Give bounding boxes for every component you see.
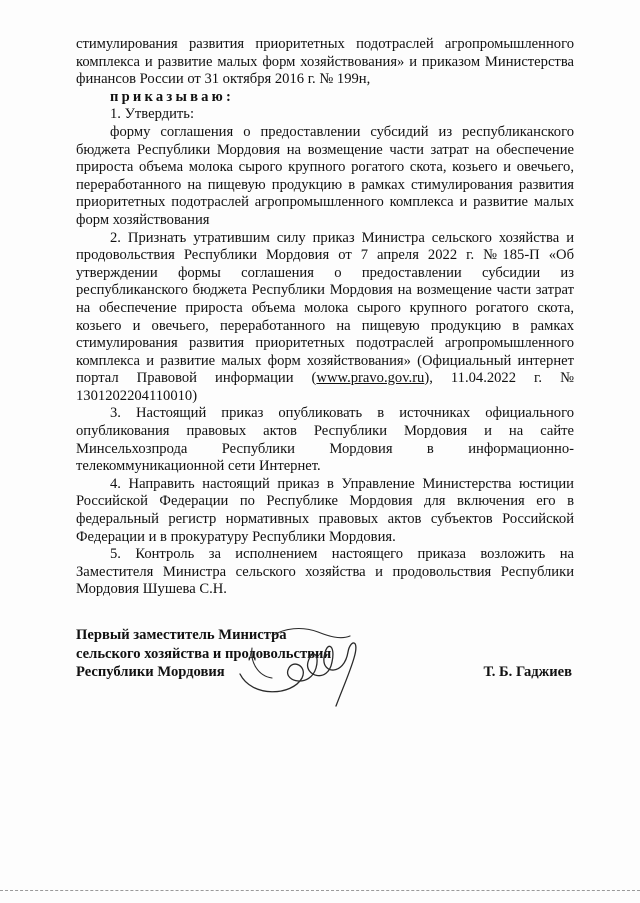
item1-paragraph: форму соглашения о предоставлении субсидий из республиканского бюджета Республики Мордовия на возмещение части затрат на обеспечение прироста объема молока сырого крупного рогатого скота, козьего и овечьего, переработанного на пищевую продукцию в рамках стимулирования развития приоритетных подотраслей агропромышленного комплекса и развитие малых форм хозяйствования (76, 123, 574, 228)
pravo-link[interactable]: www.pravo.gov.ru (316, 370, 425, 387)
item2-text-before-link: 2. Признать утратившим силу приказ Министра сельского хозяйства и продовольствия Республики Мордовия от 7 апреля 2022 г. №185-П «Об утверждении формы соглашения о предоставлении субсидии из республиканского бюджета Республики Мордовия на возмещение части затрат на обеспечение прироста объема молока сырого крупного рогатого скота, козьего и овечьего, переработанного на пищевую продукцию в рамках стимулирования развития приоритетных подотраслей агропромышленного комплекса и развитие малых форм хозяйствования» (Официальный интернет портал Правовой информации ( (76, 229, 574, 387)
signatory-position-line2: сельского хозяйства и продовольствия (76, 645, 332, 662)
item1-title: 1. Утвердить: (110, 106, 195, 123)
signatory-position-line3: Республики Мордовия (76, 664, 225, 680)
order-word: приказываю: (110, 88, 235, 105)
document-body (76, 36, 574, 599)
item2-text-after-link: ), 11.04.2022 г. № 1301202204110010) (76, 370, 574, 404)
item3-paragraph: 3. Настоящий приказ опубликовать в источниках официального опубликования правовых актов Республики Мордовия и на сайте Минсельхозпрода Республики Мордовия в информационно-телекоммуникационной сети Интернет. (76, 405, 574, 475)
item2-paragraph (76, 230, 574, 406)
item5-paragraph: 5. Контроль за исполнением настоящего приказа возложить на Заместителя Министра сельского хозяйства и продовольствия Республики Мордовия Шушева С.Н. (76, 546, 574, 598)
item4-paragraph: 4. Направить настоящий приказ в Управление Министерства юстиции Российской Федерации по Республике Мордовия для включения его в федеральный регистр нормативных правовых актов субъектов Российской Федерации и в прокуратуру Республики Мордовия. (76, 475, 574, 545)
signatory-name: Т. Б. Гаджиев (483, 664, 572, 680)
handwritten-signature (232, 618, 372, 708)
signatory-position-line1: Первый заместитель Министра (76, 627, 287, 643)
page-bottom-rule (0, 890, 640, 891)
intro-paragraph: стимулирования развития приоритетных подотраслей агропромышленного комплекса и развитие малых форм хозяйствования» и приказом Министерства финансов России от 31 октября 2016 г. № 199н, (76, 36, 574, 88)
